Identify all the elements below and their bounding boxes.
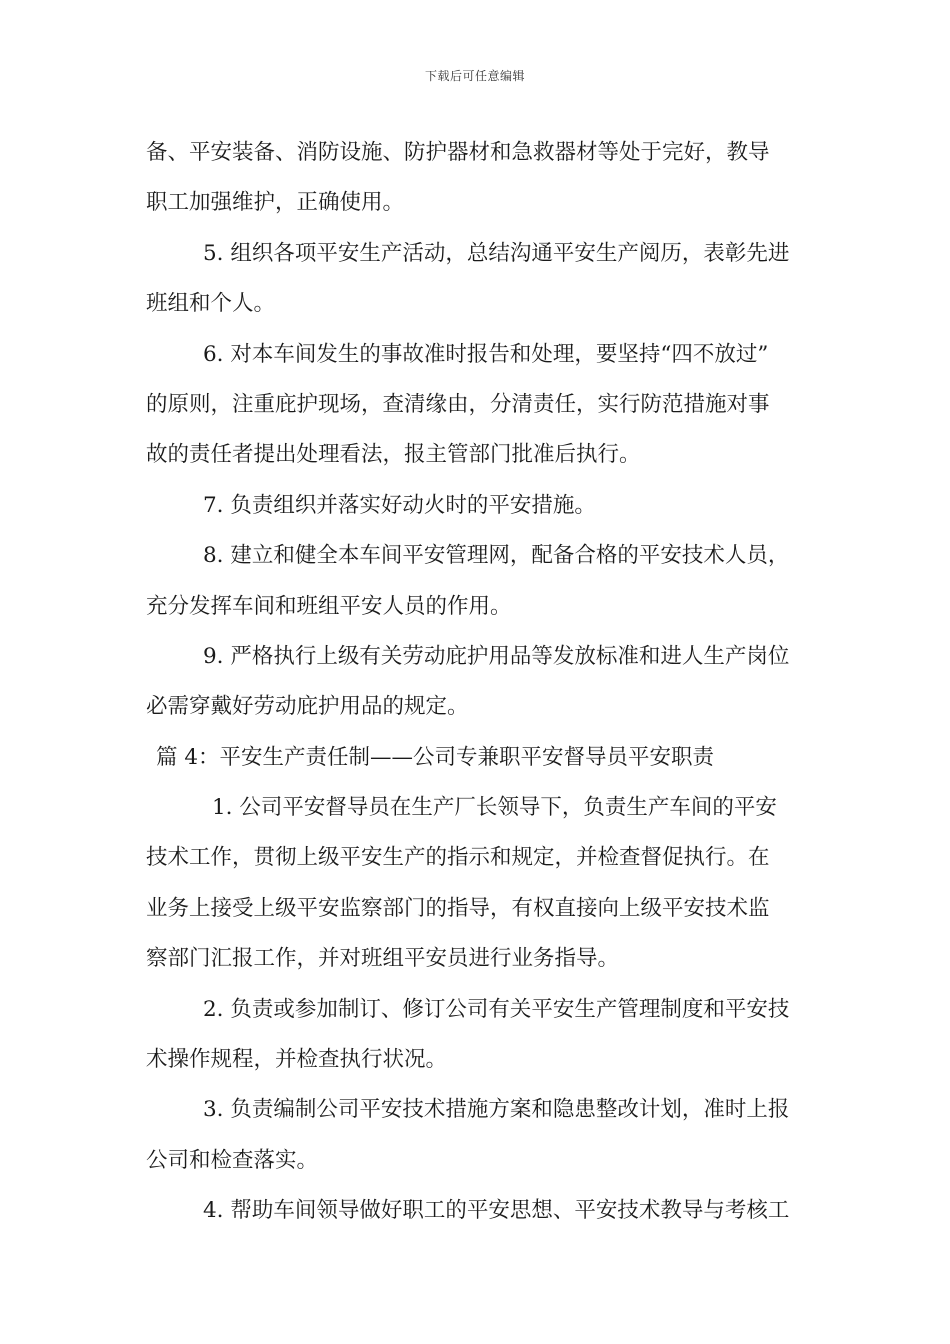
body-line: 充分发挥车间和班组平安人员的作用。	[146, 593, 512, 619]
body-line: 必需穿戴好劳动庇护用品的规定。	[146, 694, 469, 720]
list-item-2: 2. 负责或参加制订、修订公司有关平安生产管理制度和平安技	[203, 996, 790, 1022]
page-header: 下载后可任意编辑	[424, 69, 525, 83]
list-item-3: 3. 负责编制公司平安技术措施方案和隐患整改计划，准时上报	[203, 1097, 790, 1123]
list-item-1: 1. 公司平安督导员在生产厂长领导下，负责生产车间的平安	[212, 795, 777, 821]
list-item-4: 4. 帮助车间领导做好职工的平安思想、平安技术教导与考核工	[203, 1198, 790, 1224]
body-line: 技术工作，贯彻上级平安生产的指示和规定，并检查督促执行。在	[146, 845, 770, 871]
body-line: 公司和检查落实。	[146, 1147, 319, 1173]
body-line: 故的责任者提出处理看法，报主管部门批准后执行。	[146, 442, 641, 468]
list-item-9: 9. 严格执行上级有关劳动庇护用品等发放标准和进人生产岗位	[203, 643, 790, 669]
body-line: 业务上接受上级平安监察部门的指导，有权直接向上级平安技术监	[146, 895, 770, 921]
section-heading: 篇 4：平安生产责任制——公司专兼职平安督导员平安职责	[156, 744, 715, 770]
body-line: 备、平安装备、消防设施、防护器材和急救器材等处于完好，教导	[146, 140, 770, 165]
list-item-6: 6. 对本车间发生的事故准时报告和处理，要坚持“四不放过”	[203, 341, 769, 367]
body-line: 察部门汇报工作，并对班组平安员进行业务指导。	[146, 946, 620, 972]
list-item-7: 7. 负责组织并落实好动火时的平安措施。	[203, 492, 596, 518]
list-item-5: 5. 组织各项平安生产活动，总结沟通平安生产阅历，表彰先进	[203, 240, 790, 266]
list-item-8: 8. 建立和健全本车间平安管理网，配备合格的平安技术人员，	[203, 543, 790, 569]
body-line: 班组和个人。	[146, 291, 276, 317]
body-line: 术操作规程，并检查执行状况。	[146, 1047, 448, 1073]
body-line: 的原则，注重庇护现场，查清缘由，分清责任，实行防范措施对事	[146, 391, 770, 417]
body-line: 职工加强维护，正确使用。	[146, 190, 405, 216]
document-body	[146, 128, 810, 1237]
